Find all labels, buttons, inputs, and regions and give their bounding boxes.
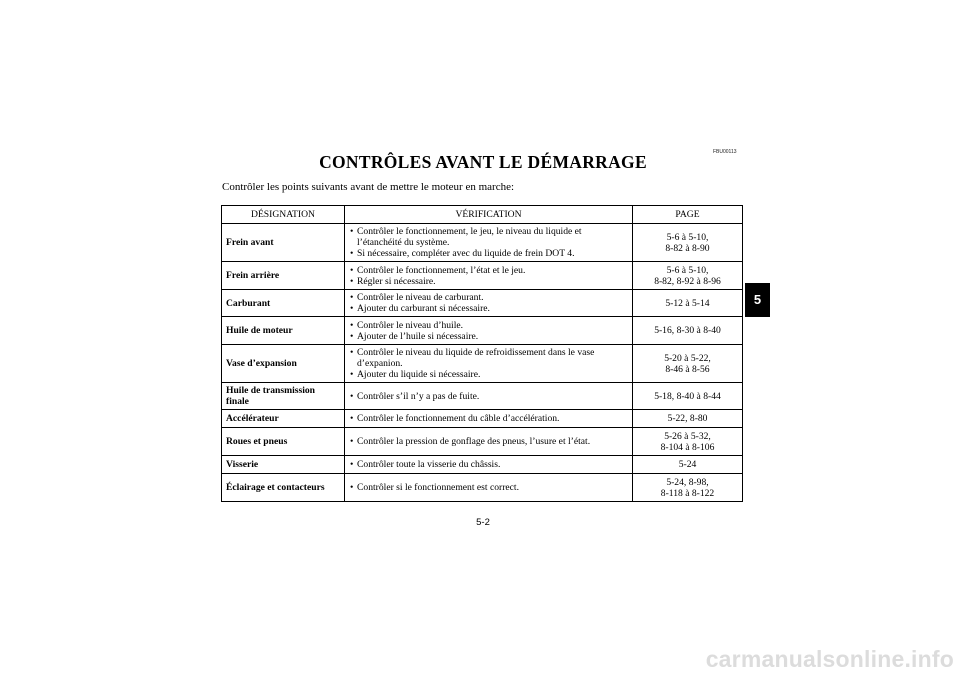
row-verification xyxy=(345,345,633,383)
header-page: PAGE xyxy=(633,206,743,224)
page-ref: 5-24 xyxy=(678,459,697,470)
table-row xyxy=(222,317,743,345)
row-verification xyxy=(345,410,633,428)
check-item: • Contrôler le niveau du liquide de refroidissement dans le vase d’expanion. xyxy=(350,347,628,369)
check-item: • Contrôler si le fonctionnement est correct. xyxy=(350,482,628,493)
check-item: • Contrôler le fonctionnement, l’état et le jeu. xyxy=(350,265,628,276)
table-row xyxy=(222,428,743,456)
table-row xyxy=(222,410,743,428)
row-page xyxy=(633,410,743,428)
check-item: • Contrôler le niveau d’huile. xyxy=(350,320,628,331)
page-number: 5-2 xyxy=(476,517,490,528)
row-page xyxy=(633,474,743,502)
check-item: • Contrôler le niveau de carburant. xyxy=(350,292,628,303)
row-verification xyxy=(345,456,633,474)
row-designation: Frein avant xyxy=(222,224,345,262)
checks-table xyxy=(221,205,743,502)
table-row xyxy=(222,345,743,383)
check-item: • Contrôler s’il n’y a pas de fuite. xyxy=(350,391,628,402)
page-ref: 8-82 à 8-90 xyxy=(665,242,710,254)
row-page xyxy=(633,317,743,345)
row-page xyxy=(633,290,743,317)
row-verification xyxy=(345,262,633,290)
row-page xyxy=(633,383,743,410)
table-row xyxy=(222,474,743,502)
page-ref: 5-6 à 5-10, xyxy=(666,264,709,276)
header-designation: DÉSIGNATION xyxy=(222,206,345,224)
row-designation: Huile de moteur xyxy=(222,317,345,345)
row-verification xyxy=(345,383,633,410)
row-page xyxy=(633,345,743,383)
document-code: FBU00113 xyxy=(713,149,737,155)
check-item: • Régler si nécessaire. xyxy=(350,276,628,287)
check-item: • Contrôler le fonctionnement du câble d’accélération. xyxy=(350,413,628,424)
row-designation: Carburant xyxy=(222,290,345,317)
row-designation: Accélérateur xyxy=(222,410,345,428)
check-item: • Ajouter du liquide si nécessaire. xyxy=(350,369,628,380)
table-header-row xyxy=(222,206,743,224)
page-ref: 8-46 à 8-56 xyxy=(665,363,710,375)
table-row xyxy=(222,383,743,410)
table-row xyxy=(222,290,743,317)
row-verification xyxy=(345,428,633,456)
page-ref: 5-16, 8-30 à 8-40 xyxy=(654,325,721,336)
check-item: • Contrôler la pression de gonflage des pneus, l’usure et l’état. xyxy=(350,436,628,447)
row-designation: Vase d’expansion xyxy=(222,345,345,383)
row-designation: Huile de transmission finale xyxy=(222,383,345,410)
check-item: • Ajouter du carburant si nécessaire. xyxy=(350,303,628,314)
row-designation: Roues et pneus xyxy=(222,428,345,456)
row-verification xyxy=(345,290,633,317)
page-ref: 8-118 à 8-122 xyxy=(660,487,715,499)
table-row xyxy=(222,224,743,262)
check-item: • Contrôler le fonctionnement, le jeu, le niveau du liquide et l’étanchéité du système. xyxy=(350,226,628,248)
table-row xyxy=(222,456,743,474)
page-ref: 5-12 à 5-14 xyxy=(665,297,710,309)
header-verification: VÉRIFICATION xyxy=(345,206,633,224)
check-item: • Contrôler toute la visserie du châssis. xyxy=(350,459,628,470)
page-ref: 5-18, 8-40 à 8-44 xyxy=(654,390,721,402)
row-verification xyxy=(345,474,633,502)
check-item: • Si nécessaire, compléter avec du liquide de frein DOT 4. xyxy=(350,248,628,259)
page-ref: 8-104 à 8-106 xyxy=(660,441,715,453)
row-page xyxy=(633,224,743,262)
row-designation: Visserie xyxy=(222,456,345,474)
table-body xyxy=(222,224,743,502)
page-ref: 8-82, 8-92 à 8-96 xyxy=(654,275,721,287)
intro-text: Contrôler les points suivants avant de mettre le moteur en marche: xyxy=(222,181,515,193)
page-ref: 5-6 à 5-10, xyxy=(666,231,709,243)
page-ref: 5-24, 8-98, xyxy=(666,476,709,488)
row-page xyxy=(633,456,743,474)
watermark: carmanualsonline.info xyxy=(705,646,954,672)
row-page xyxy=(633,428,743,456)
row-designation: Éclairage et contacteurs xyxy=(222,474,345,502)
page-title: CONTRÔLES AVANT LE DÉMARRAGE xyxy=(319,152,647,172)
row-verification xyxy=(345,224,633,262)
table-row xyxy=(222,262,743,290)
check-item: • Ajouter de l’huile si nécessaire. xyxy=(350,331,628,342)
row-verification xyxy=(345,317,633,345)
page-ref: 5-22, 8-80 xyxy=(667,413,708,424)
chapter-tab: 5 xyxy=(745,283,770,317)
row-page xyxy=(633,262,743,290)
row-designation: Frein arrière xyxy=(222,262,345,290)
page-ref: 5-20 à 5-22, xyxy=(664,352,711,364)
page-ref: 5-26 à 5-32, xyxy=(664,430,711,442)
